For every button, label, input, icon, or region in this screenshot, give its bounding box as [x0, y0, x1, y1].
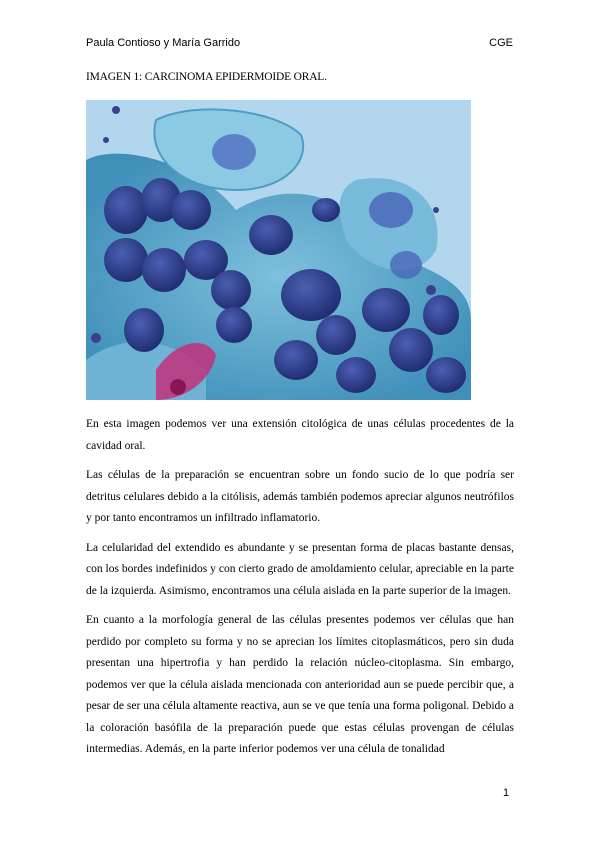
paragraph-4: En cuanto a la morfología general de las células presentes podemos ver células que han perdido por completo su forma y no se aprecian los límites citoplasmáticos, pero sin duda presentan una hipertrofia y han perdido la relación núcleo-citoplasma. Sin embargo, podemos ver que la célula aislada mencionada con anterioridad aun se puede percibir que, a pesar de ser una célula altamente reactiva, aun se ve que tenía una forma poligonal. Debido a la coloración basófila de la preparación puede que estas células provengan de células intermedias. Además, en la parte inferior podemos ver una célula de tonalidad	[86, 614, 514, 755]
body-text	[86, 414, 514, 769]
paragraph-1: En esta imagen podemos ver una extensión citológica de unas células procedentes de la cavidad oral.	[86, 418, 514, 452]
page-number: 1	[503, 787, 510, 799]
figure-caption: IMAGEN 1: CARCINOMA EPIDERMOIDE ORAL.	[86, 71, 327, 83]
micrograph-image	[86, 100, 471, 400]
header-right: CGE	[489, 37, 513, 49]
page-header	[86, 37, 513, 49]
paragraph-3: La celularidad del extendido es abundante y se presentan forma de placas bastante densas, con los bordes indefinidos y con cierto grado de amoldamiento celular, apreciable en la parte de la izquierda. Asimismo, encontramos una célula aislada en la parte superior de la imagen.	[86, 541, 514, 597]
header-authors: Paula Contioso y María Garrido	[86, 37, 241, 49]
paragraph-2: Las células de la preparación se encuentran sobre un fondo sucio de lo que podría ser detritus celulares debido a la citólisis, además también podemos apreciar algunos neutrófilos y por tanto encontramos un infiltrado inflamatorio.	[86, 469, 514, 524]
